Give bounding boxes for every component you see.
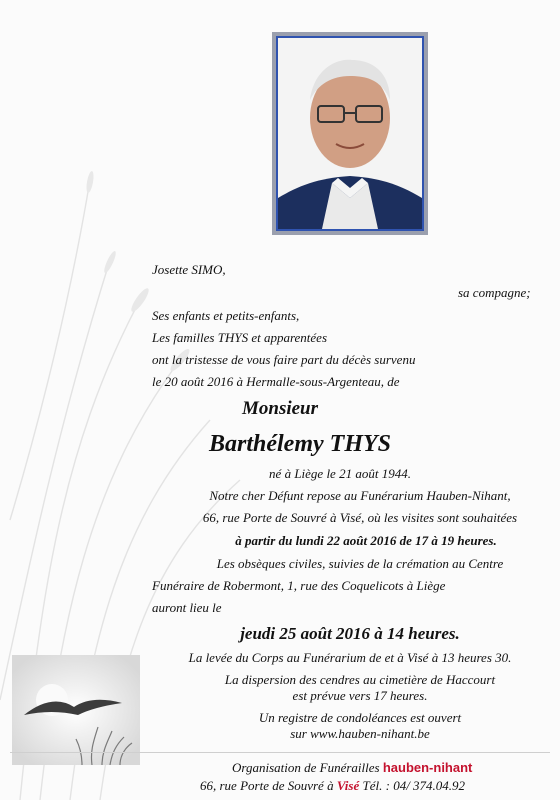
partner-name: Josette SIMO, bbox=[152, 262, 226, 277]
sadness-line: ont la tristesse de vous faire part du décès survenu bbox=[152, 352, 416, 367]
footer-address bbox=[200, 778, 465, 793]
repose-line-2: 66, rue Porte de Souvré à Visé, où les visites sont souhaitées bbox=[202, 510, 518, 525]
condolences-line-1: Un registre de condoléances est ouvert bbox=[258, 710, 462, 725]
honorific-title: Monsieur bbox=[241, 398, 319, 419]
footer-organisation-label: Organisation de Funérailles bbox=[232, 760, 380, 775]
portrait-photo bbox=[278, 38, 422, 229]
footer-divider bbox=[10, 752, 550, 753]
footer-organisation bbox=[232, 760, 472, 775]
portrait-frame bbox=[272, 32, 428, 235]
footer-telephone: Tél. : 04/ 374.04.92 bbox=[362, 778, 466, 793]
birth-line: né à Liège le 21 août 1944. bbox=[269, 466, 411, 481]
funeral-line-2: Funéraire de Robermont, 1, rue des Coquelicots à Liège bbox=[152, 578, 446, 593]
visiting-hours: à partir du lundi 22 août 2016 de 17 à 19 heures. bbox=[235, 533, 497, 548]
repose-line-1: Notre cher Défunt repose au Funérarium Hauben-Nihant, bbox=[209, 488, 511, 503]
deceased-name: Barthélemy THYS bbox=[209, 431, 391, 457]
funeral-line-3: auront lieu le bbox=[152, 600, 222, 615]
dispersion-line-2: est prévue vers 17 heures. bbox=[292, 688, 428, 703]
footer-brand-logo: hauben-nihant bbox=[382, 760, 473, 775]
families-line: Les familles THYS et apparentées bbox=[152, 330, 328, 345]
children-line: Ses enfants et petits-enfants, bbox=[152, 308, 300, 323]
funeral-line-1: Les obsèques civiles, suivies de la crémation au Centre bbox=[216, 556, 504, 571]
portrait-border bbox=[276, 36, 424, 231]
footer-address-city: Visé bbox=[336, 778, 360, 793]
death-date-line: le 20 août 2016 à Hermalle-sous-Argenteau, de bbox=[152, 374, 400, 389]
levee-line: La levée du Corps au Funérarium de et à Visé à 13 heures 30. bbox=[188, 650, 512, 665]
bird-over-reeds-icon bbox=[12, 655, 140, 765]
ceremony-date: jeudi 25 août 2016 à 14 heures. bbox=[240, 624, 460, 643]
footer-address-street: 66, rue Porte de Souvré à bbox=[200, 778, 334, 793]
dispersion-line-1: La dispersion des cendres au cimetière de Haccourt bbox=[224, 672, 496, 687]
partner-relation: sa compagne; bbox=[458, 285, 531, 300]
condolences-line-2: sur www.hauben-nihant.be bbox=[290, 726, 430, 741]
